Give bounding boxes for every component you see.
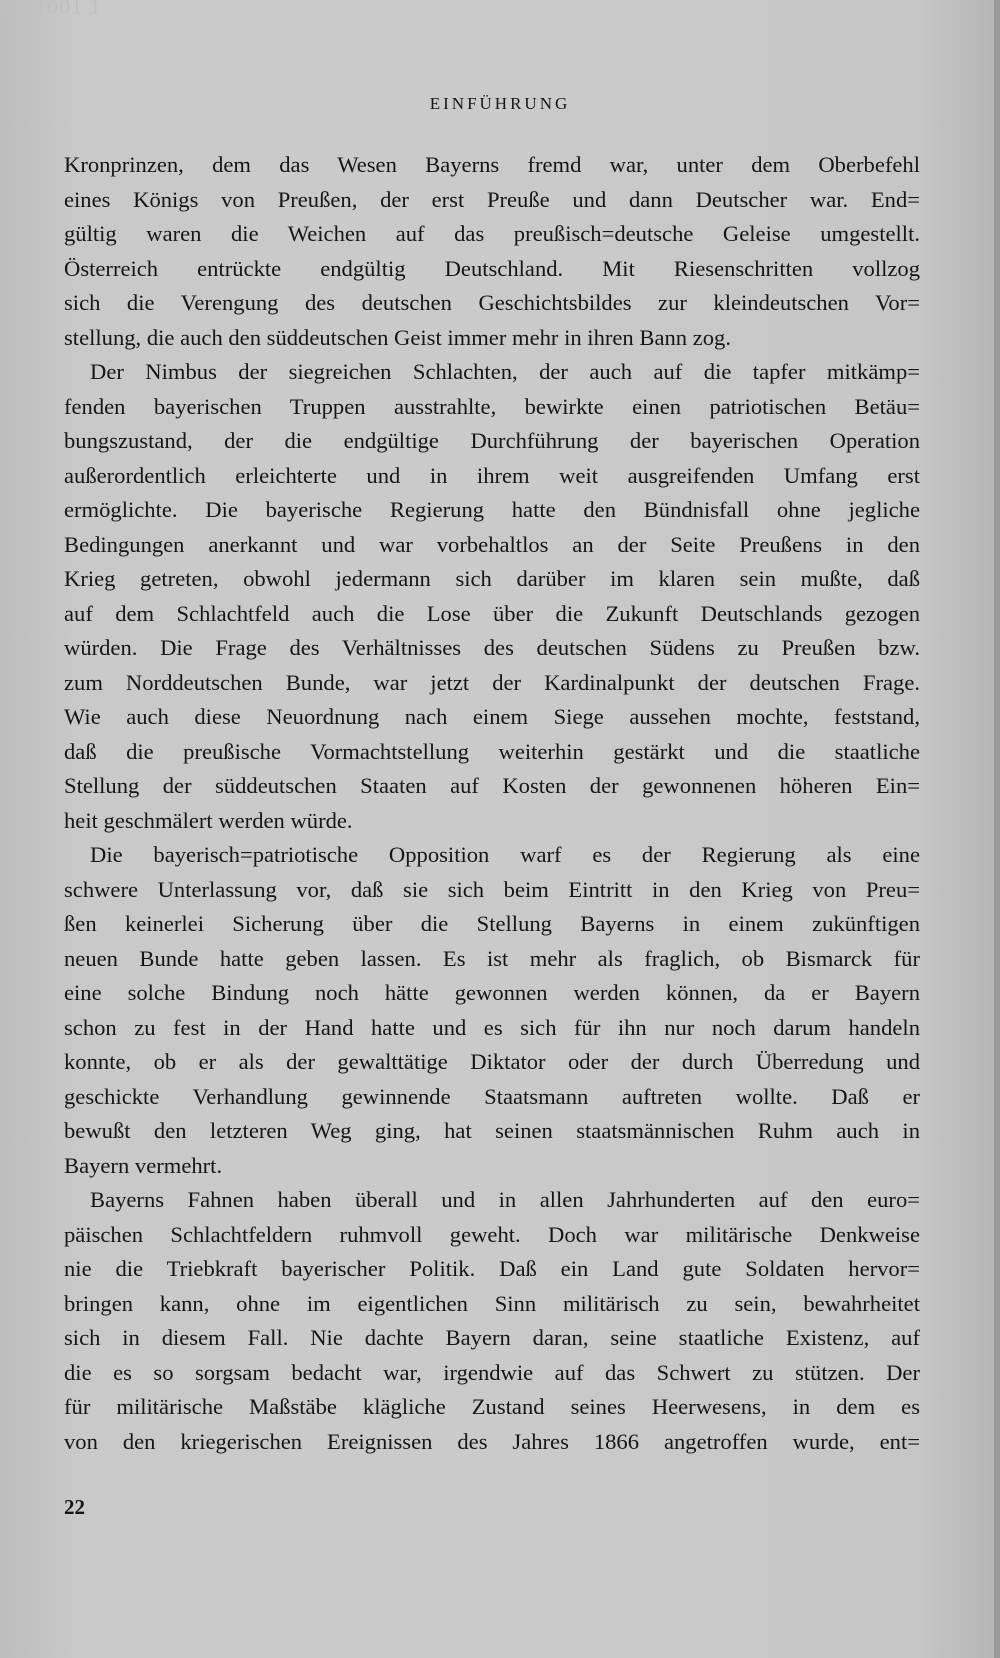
text-line: Stellung der süddeutschen Staaten auf Kosten der gewonnenen höheren Ein= (64, 773, 920, 798)
text-line: Kronprinzen, dem das Wesen Bayerns fremd war, unter dem Oberbefehl (64, 152, 920, 177)
text-line: zum Norddeutschen Bunde, war jetzt der Kardinalpunkt der deutschen Frage. (64, 669, 920, 695)
text-line: konnte, ob er als der gewalttätige Diktator oder der durch Überredung und (64, 1049, 920, 1074)
text-line: von den kriegerischen Ereignissen des Jahres 1866 angetroffen wurde, ent= (64, 1428, 920, 1454)
body-text (64, 148, 920, 1459)
text-line: heit geschmälert werden würde. (64, 807, 353, 833)
text-line: Bayerns Fahnen haben überall und in allen Jahrhunderten auf den euro= (90, 1187, 920, 1212)
text-line: eine solche Bindung noch hätte gewonnen werden können, da er Bayern (64, 980, 920, 1005)
running-head: EINFÜHRUNG (429, 94, 571, 113)
text-line: außerordentlich erleichterte und in ihrem weit ausgreifenden Umfang erst (64, 462, 920, 488)
text-line: Bayern vermehrt. (64, 1152, 223, 1178)
text-line: Bedingungen anerkannt und war vorbehaltlos an der Seite Preußens in den (64, 531, 920, 557)
text-line: Die bayerisch=patriotische Opposition warf es der Regierung als eine (90, 842, 920, 867)
text-line: Der Nimbus der siegreichen Schlachten, der auch auf die tapfer mitkämp= (90, 359, 920, 384)
text-line: schon zu fest in der Hand hatte und es sich für ihn nur noch darum handeln (64, 1014, 920, 1040)
text-line: daß die preußische Vormachtstellung weiterhin gestärkt und die staatliche (64, 738, 920, 764)
page-edge-shadow (994, 0, 1000, 1658)
text-line: päischen Schlachtfeldern ruhmvoll geweht. Doch war militärische Denkweise (64, 1221, 920, 1247)
text-line: geschickte Verhandlung gewinnende Staatsmann auftreten wollte. Daß er (64, 1083, 920, 1109)
text-line: sich in diesem Fall. Nie dachte Bayern daran, seine staatliche Existenz, auf (64, 1325, 920, 1350)
text-line: schwere Unterlassung vor, daß sie sich beim Eintritt in den Krieg von Preu= (64, 876, 920, 902)
text-line: ßen keinerlei Sicherung über die Stellung Bayerns in einem zukünftigen (64, 911, 920, 936)
text-line: eines Königs von Preußen, der erst Preuße und dann Deutscher war. End= (64, 186, 920, 212)
text-line: bungszustand, der die endgültige Durchführung der bayerischen Operation (64, 428, 920, 453)
text-line: auf dem Schlachtfeld auch die Lose über die Zukunft Deutschlands gezogen (64, 600, 920, 626)
page-number: 22 (64, 1495, 85, 1519)
text-line: nie die Triebkraft bayerischer Politik. Daß ein Land gute Soldaten hervor= (64, 1256, 920, 1281)
text-line: ermöglichte. Die bayerische Regierung hatte den Bündnisfall ohne jegliche (64, 497, 920, 522)
text-line: fenden bayerischen Truppen ausstrahlte, bewirkte einen patriotischen Betäu= (64, 393, 920, 419)
text-line: sich die Verengung des deutschen Geschichtsbildes zur kleindeutschen Vor= (64, 290, 920, 315)
text-line: gültig waren die Weichen auf das preußisch=deutsche Geleise umgestellt. (64, 221, 920, 246)
text-line: würden. Die Frage des Verhältnisses des deutschen Südens zu Preußen bzw. (64, 635, 920, 660)
top-edge-fragment: 0011001 1 (0, 0, 102, 19)
text-line: bringen kann, ohne im eigentlichen Sinn militärisch zu sein, bewahrheitet (64, 1290, 920, 1316)
text-line: die es so sorgsam bedacht war, irgendwie auf das Schwert zu stützen. Der (64, 1359, 920, 1385)
text-line: Krieg getreten, obwohl jedermann sich darüber im klaren sein mußte, daß (64, 566, 920, 591)
text-line: für militärische Maßstäbe klägliche Zustand seines Heerwesens, in dem es (64, 1394, 920, 1419)
text-line: Wie auch diese Neuordnung nach einem Siege aussehen mochte, feststand, (64, 704, 920, 729)
text-line: stellung, die auch den süddeutschen Geist immer mehr in ihren Bann zog. (64, 324, 731, 350)
text-line: neuen Bunde hatte geben lassen. Es ist mehr als fraglich, ob Bismarck für (64, 945, 920, 971)
text-line: Österreich entrückte endgültig Deutschland. Mit Riesenschritten vollzog (64, 255, 920, 281)
text-line: bewußt den letzteren Weg ging, hat seinen staatsmännischen Ruhm auch in (64, 1118, 920, 1143)
